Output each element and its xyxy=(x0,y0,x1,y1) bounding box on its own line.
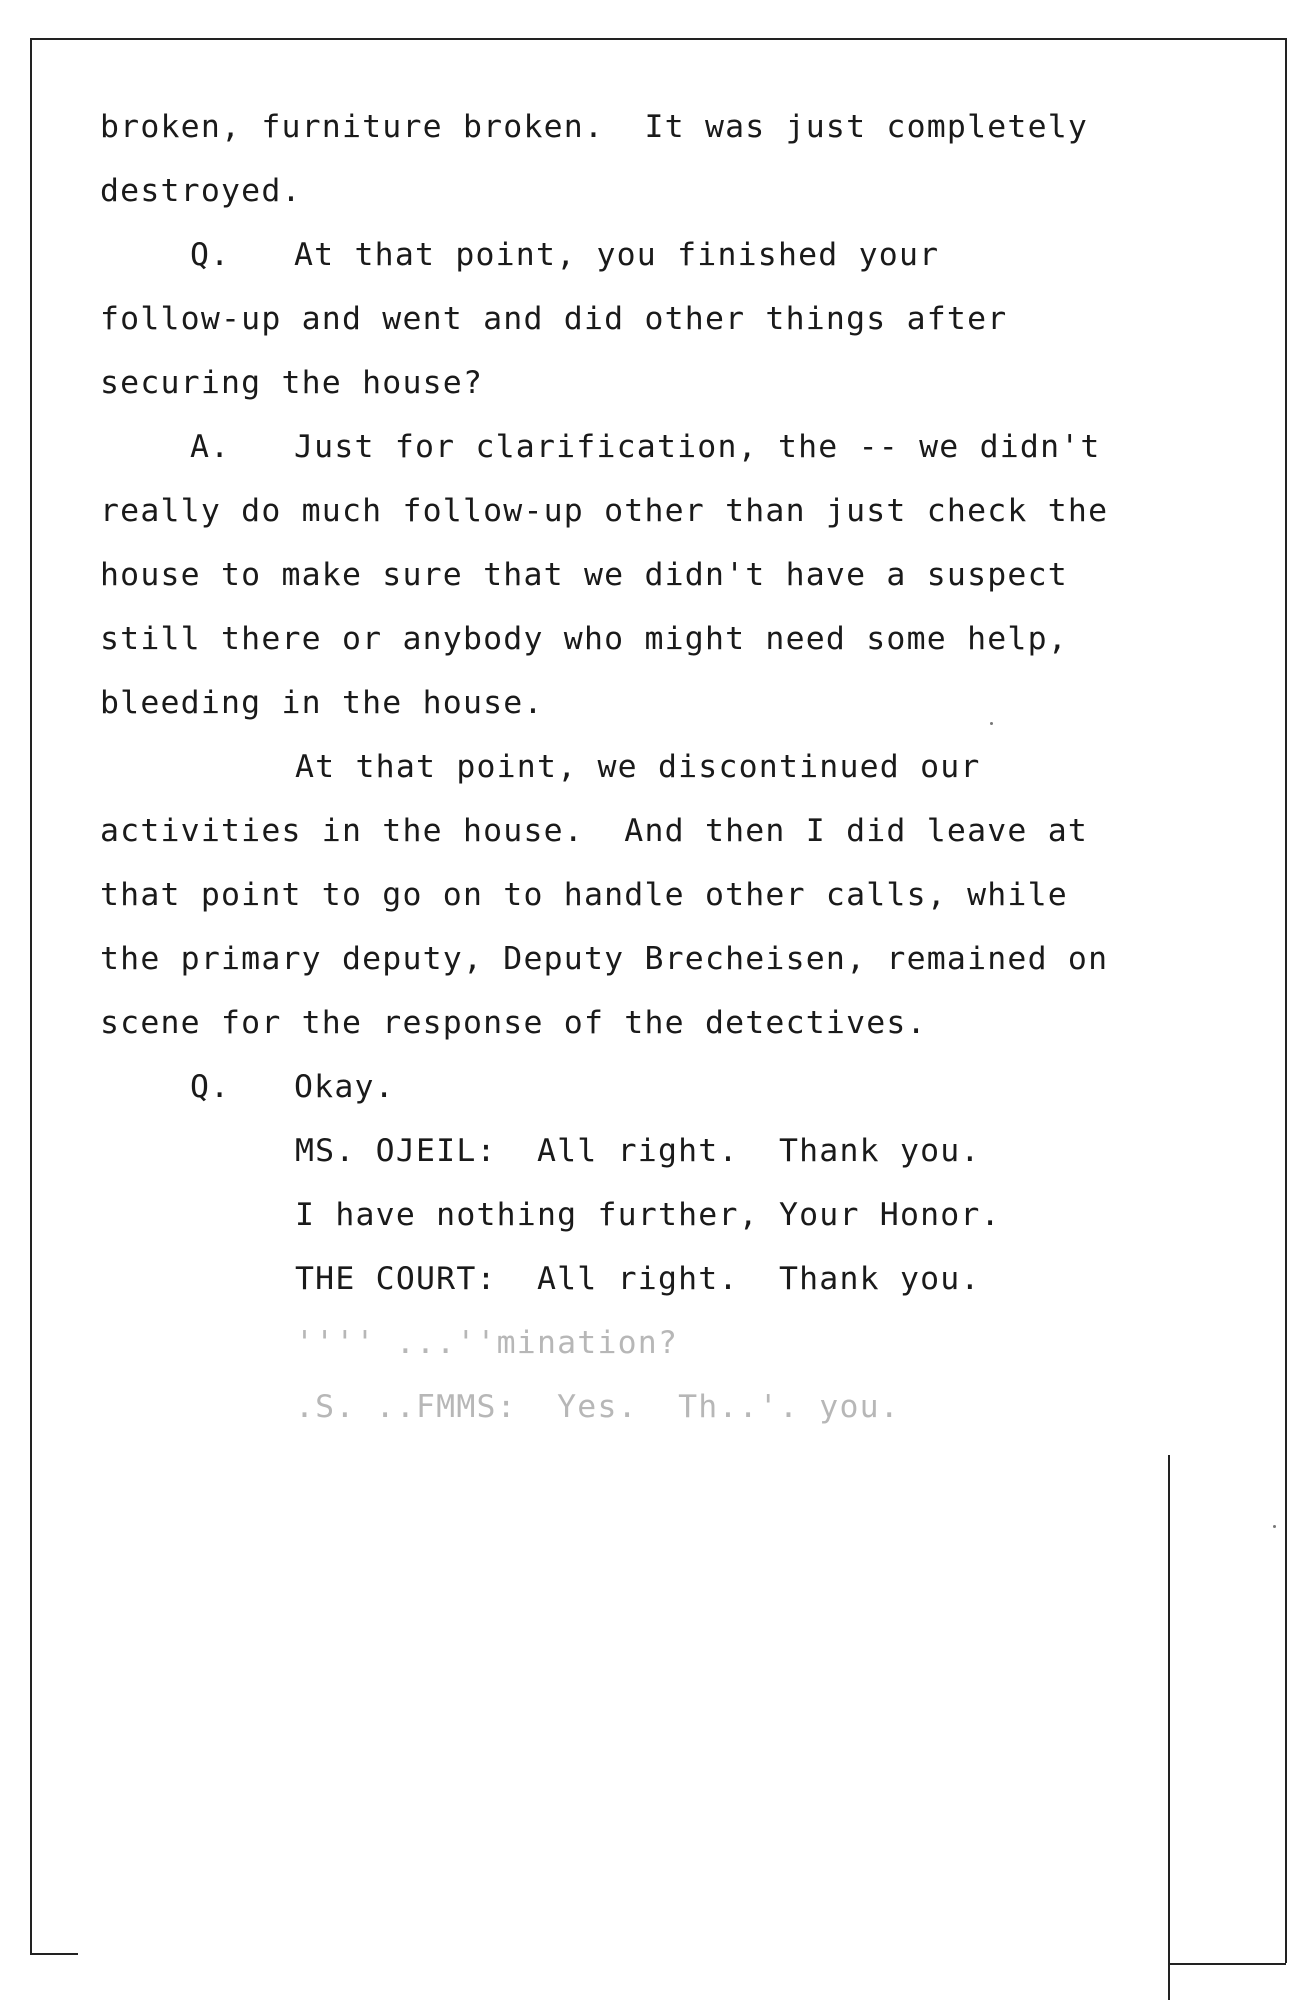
frame-inner-right-rule xyxy=(1168,1455,1170,2000)
transcript-line: At that point, we discontinued our xyxy=(295,749,981,785)
question-line xyxy=(100,223,1210,287)
transcript-line-text: Just for clarification, the -- we didn't xyxy=(294,429,1101,465)
question-marker: Q. xyxy=(190,1069,231,1105)
transcript-line-text: Okay. xyxy=(294,1069,395,1105)
transcript-line: broken, furniture broken. It was just completely xyxy=(100,109,1089,145)
frame-left-rule xyxy=(30,38,32,1953)
transcript-line: that point to go on to handle other calls, while xyxy=(100,877,1068,913)
frame-right-rule xyxy=(1285,38,1287,1963)
frame-bottom-right-rule xyxy=(1168,1963,1286,1965)
scan-speck xyxy=(1273,1525,1276,1528)
transcript-line: bleeding in the house. xyxy=(100,685,544,721)
transcript-line: the primary deputy, Deputy Brecheisen, remained on xyxy=(100,941,1109,977)
transcript-line-text: At that point, you finished your xyxy=(294,237,940,273)
frame-top-rule xyxy=(30,38,1285,40)
transcript-page xyxy=(100,95,1210,1439)
frame-left-foot-rule xyxy=(30,1953,78,1955)
answer-marker: A. xyxy=(190,429,231,465)
faded-line: '''' ...''mination? xyxy=(295,1325,679,1361)
speaker-line: MS. OJEIL: All right. Thank you. xyxy=(295,1133,981,1169)
transcript-line: activities in the house. And then I did leave at xyxy=(100,813,1089,849)
answer-line xyxy=(100,415,1210,479)
transcript-line: house to make sure that we didn't have a suspect xyxy=(100,557,1068,593)
question-line xyxy=(100,1055,1210,1119)
transcript-line: scene for the response of the detectives. xyxy=(100,1005,927,1041)
speaker-line: THE COURT: All right. Thank you. xyxy=(295,1261,981,1297)
transcript-line: still there or anybody who might need some help, xyxy=(100,621,1068,657)
transcript-line: follow-up and went and did other things after xyxy=(100,301,1008,337)
transcript-line: securing the house? xyxy=(100,365,484,401)
transcript-line: destroyed. xyxy=(100,173,302,209)
faded-line: .S. ..FMMS: Yes. Th..'. you. xyxy=(295,1389,900,1425)
question-marker: Q. xyxy=(190,237,231,273)
transcript-line: really do much follow-up other than just check the xyxy=(100,493,1109,529)
speaker-line: I have nothing further, Your Honor. xyxy=(295,1197,1001,1233)
